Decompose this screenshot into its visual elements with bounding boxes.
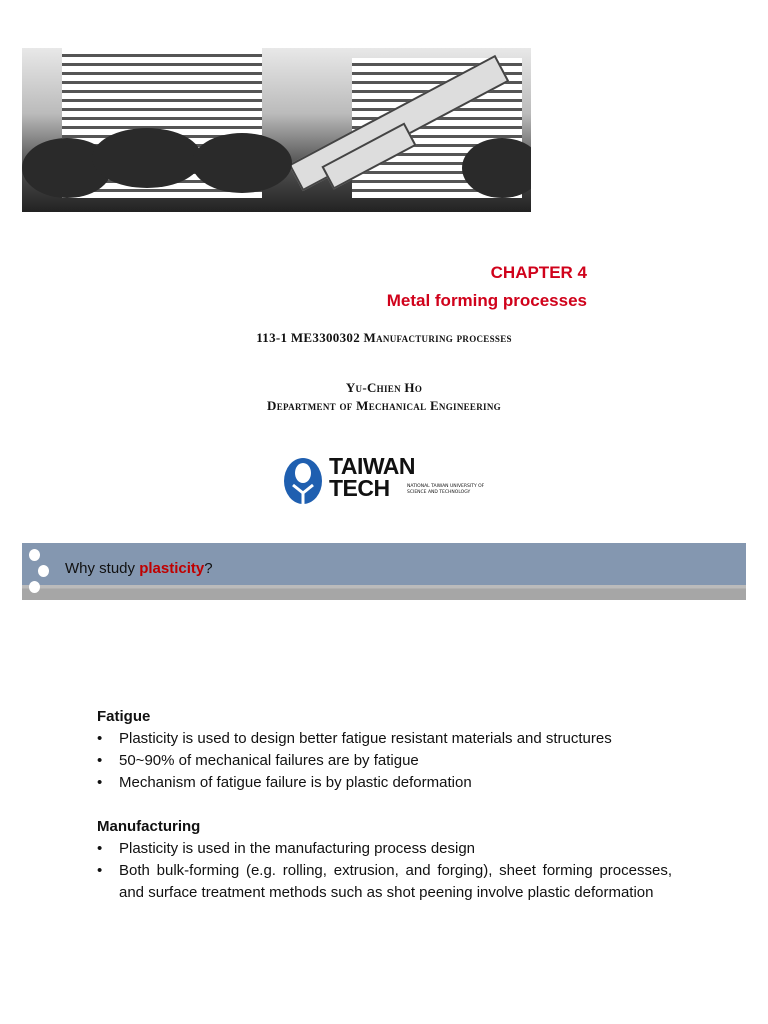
department: Department of Mechanical Engineering [267,398,501,413]
bullet-dot-icon [38,565,49,577]
section-heading: Fatigue [97,708,151,725]
list-item: • Both bulk-forming (e.g. rolling, extrusion, and forging), sheet forming processes, and surface treatment methods such as shot peening involve plastic deformation [97,860,672,904]
list-item: • 50~90% of mechanical failures are by fatigue [97,750,672,772]
logo-subtitle: NATIONAL TAIWAN UNIVERSITY OF SCIENCE AND TECHNOLOGY [407,484,485,495]
course-code: 113-1 ME3300302 Manufacturing processes [256,330,512,345]
campus-photo [22,48,531,212]
bullet-dot-icon [29,581,40,593]
taiwan-tech-logo [283,453,488,505]
list-item: • Plasticity is used to design better fatigue resistant materials and structures [97,728,672,750]
author-name: Yu-Chien Ho [345,380,423,395]
logo-emblem-icon [283,457,327,505]
chapter-title: Metal forming processes [386,291,587,310]
section-heading: Manufacturing [97,818,201,835]
list-item: • Plasticity is used in the manufacturing process design [97,838,672,860]
chapter-number: CHAPTER 4 [490,263,587,282]
list-item: • Mechanism of fatigue failure is by plastic deformation [97,772,672,794]
bullet-dot-icon [29,549,40,561]
banner-title: Why study plasticity? [65,560,213,577]
logo-text: TAIWAN TECH [329,453,416,501]
slide-body [97,706,672,904]
